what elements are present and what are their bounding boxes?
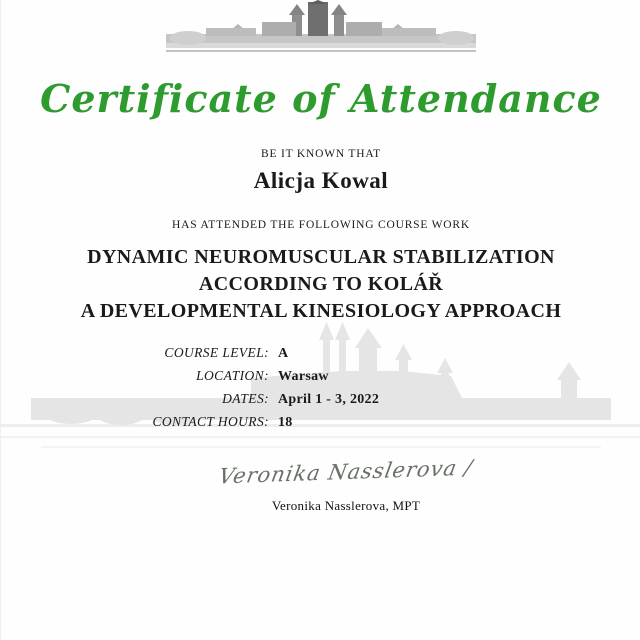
field-row-course-level	[89, 345, 509, 362]
recipient-name: Alicja Kowal	[253, 168, 389, 193]
field-row-dates	[89, 391, 509, 408]
attended-line: HAS ATTENDED THE FOLLOWING COURSE WORK	[172, 219, 470, 231]
field-value: 18	[278, 415, 293, 430]
course-title	[1, 244, 640, 325]
course-title-line-3: A DEVELOPMENTAL KINESIOLOGY APPROACH	[80, 300, 562, 322]
signature-block	[1, 455, 640, 514]
field-value: Warsaw	[278, 369, 329, 384]
field-label: DATES:	[222, 391, 269, 406]
course-detail-fields	[89, 345, 509, 437]
field-value: April 1 - 3, 2022	[278, 392, 380, 407]
signer-name: Veronika Nasslerova, MPT	[271, 498, 421, 513]
field-row-contact-hours	[89, 414, 509, 431]
handwritten-signature: Veronika Nasslerova /	[216, 455, 476, 489]
certificate-title: Certificate of Attendance	[40, 76, 602, 121]
course-title-line-2: ACCORDING TO KOLÁŘ	[198, 273, 444, 295]
field-label: COURSE LEVEL:	[164, 345, 269, 360]
field-label: CONTACT HOURS:	[152, 414, 269, 429]
field-value: A	[278, 346, 289, 361]
field-label: LOCATION:	[196, 368, 269, 383]
prague-castle-engraving-image	[166, 0, 476, 56]
course-title-line-1: DYNAMIC NEUROMUSCULAR STABILIZATION	[87, 246, 555, 268]
field-row-location	[89, 368, 509, 385]
known-line: BE IT KNOWN THAT	[260, 148, 382, 160]
